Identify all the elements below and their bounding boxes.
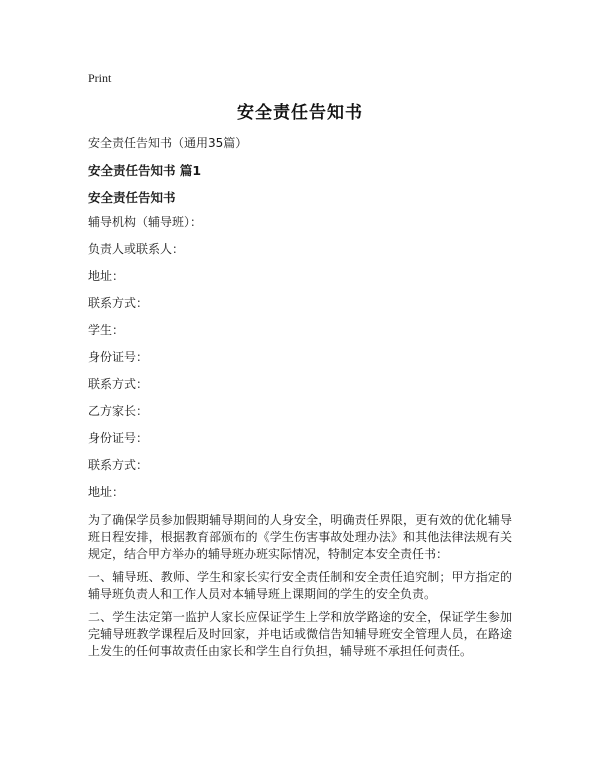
field-student: 学生： <box>88 323 125 337</box>
print-label[interactable]: Print <box>88 71 112 85</box>
paragraph-clause-1: 一、辅导班、教师、学生和家长实行安全责任制和安全责任追究制；甲方指定的辅导班负责人和工作人员对本辅导班上课期间的学生的安全负责。 <box>88 570 512 601</box>
paragraph-intro: 为了确保学员参加假期辅导期间的人身安全，明确责任界限，更有效的优化辅导班日程安排，根据教育部颁布的《学生伤害事故处理办法》和其他法律法规有关规定，结合甲方举办的辅导班办班实际情况，特制定本安全责任书： <box>88 513 512 561</box>
field-parent: 乙方家长： <box>88 404 149 418</box>
document-subtitle: 安全责任告知书（通用35篇） <box>88 136 248 150</box>
field-contact-person: 负责人或联系人： <box>88 242 185 256</box>
field-address: 地址： <box>88 269 125 283</box>
field-student-id: 身份证号： <box>88 350 149 364</box>
field-parent-contact: 联系方式： <box>88 458 149 472</box>
section-heading: 安全责任告知书 篇1 <box>88 163 202 178</box>
field-institution: 辅导机构（辅导班）： <box>88 215 203 229</box>
paragraph-clause-2: 二、学生法定第一监护人家长应保证学生上学和放学路途的安全，保证学生参加完辅导班教学课程后及时回家，并电话或微信告知辅导班安全管理人员，在路途上发生的任何事故责任由家长和学生自行负担，辅导班不承担任何责任。 <box>88 610 512 658</box>
form-fields-list <box>88 215 202 512</box>
document-title: 安全责任告知书 <box>237 103 363 123</box>
field-parent-address: 地址： <box>88 485 125 499</box>
field-parent-id: 身份证号： <box>88 431 149 445</box>
agreement-heading: 安全责任告知书 <box>88 190 176 205</box>
field-contact-method: 联系方式： <box>88 296 149 310</box>
field-student-contact: 联系方式： <box>88 377 149 391</box>
